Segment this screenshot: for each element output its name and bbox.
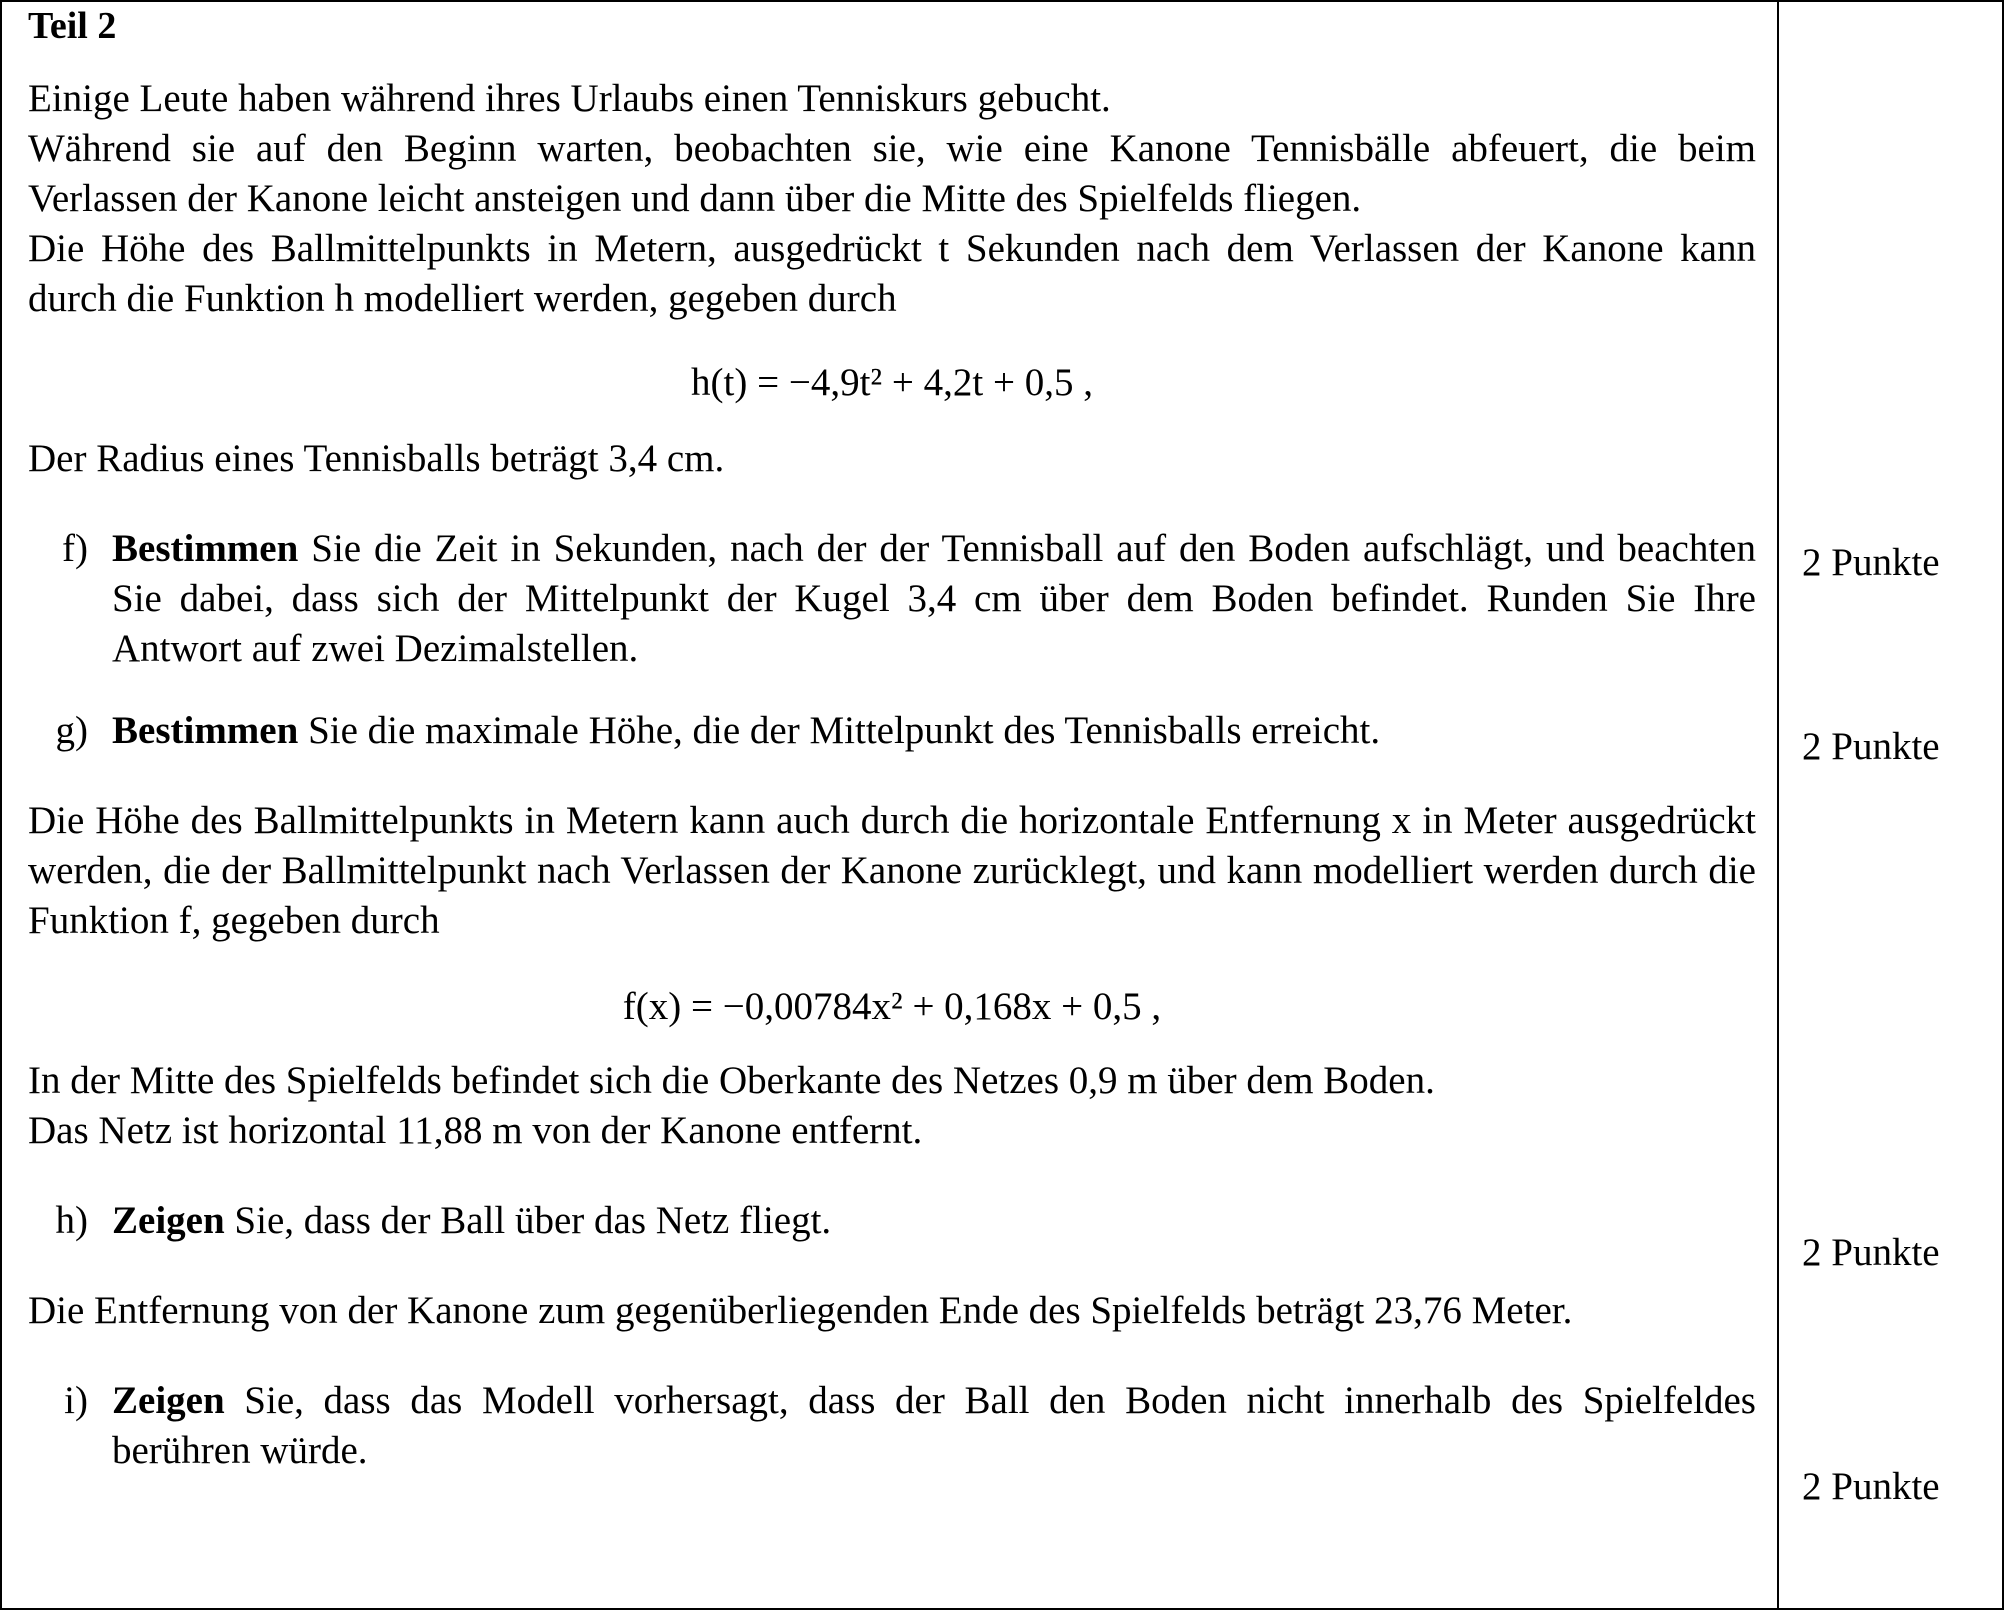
- intro-line-2: Während sie auf den Beginn warten, beobachten sie, wie eine Kanone Tennisbälle abfeuert, die beim Verlassen der Kanone leicht ansteigen und dann über die Mitte des Spielfelds fliegen.: [28, 127, 1756, 220]
- task-h-keyword: Zeigen: [112, 1199, 225, 1242]
- task-i-text: Sie, dass das Modell vorhersagt, dass der Ball den Boden nicht innerhalb des Spielfeldes berühren würde.: [112, 1379, 1756, 1472]
- points-h: 2 Punkte: [1802, 1231, 1940, 1274]
- task-h-label: h): [55, 1199, 88, 1242]
- task-i-keyword: Zeigen: [112, 1379, 225, 1422]
- intro-line-3: Die Höhe des Ballmittelpunkts in Metern, ausgedrückt t Sekunden nach dem Verlassen der Kanone kann durch die Funktion h modelliert werden, gegeben durch: [28, 227, 1756, 320]
- formula-h: h(t) = −4,9t² + 4,2t + 0,5 ,: [691, 361, 1093, 404]
- task-i: [28, 1376, 1756, 1476]
- distance-paragraph: Die Entfernung von der Kanone zum gegenüberliegenden Ende des Spielfelds beträgt 23,76 Meter.: [28, 1289, 1573, 1332]
- task-f-label: f): [62, 527, 88, 570]
- page-title: Teil 2: [28, 5, 117, 47]
- points-g: 2 Punkte: [1802, 725, 1940, 768]
- task-g-label: g): [55, 709, 88, 752]
- intro-paragraph: [28, 74, 1756, 324]
- column-divider: [1777, 2, 1779, 1608]
- net-paragraph: [28, 1056, 1756, 1156]
- middle-paragraph: Die Höhe des Ballmittelpunkts in Metern kann auch durch die horizontale Entfernung x in Meter ausgedrückt werden, die der Ballmittelpunkt nach Verlassen der Kanone zurücklegt, und kann modelliert werden durch die Funktion f, gegeben durch: [28, 799, 1756, 942]
- radius-text: Der Radius eines Tennisballs beträgt 3,4 cm.: [28, 437, 725, 480]
- net-line-2: Das Netz ist horizontal 11,88 m von der Kanone entfernt.: [28, 1109, 923, 1152]
- points-f: 2 Punkte: [1802, 541, 1940, 584]
- formula-f: f(x) = −0,00784x² + 0,168x + 0,5 ,: [622, 985, 1162, 1028]
- task-h-text: Sie, dass der Ball über das Netz fliegt.: [224, 1199, 832, 1242]
- task-f: [28, 524, 1756, 674]
- task-g-keyword: Bestimmen: [112, 709, 299, 752]
- task-g: [28, 706, 1756, 756]
- task-h: [28, 1196, 1756, 1246]
- task-f-keyword: Bestimmen: [112, 527, 299, 570]
- net-line-1: In der Mitte des Spielfelds befindet sich die Oberkante des Netzes 0,9 m über dem Boden.: [28, 1059, 1435, 1102]
- intro-line-1: Einige Leute haben während ihres Urlaubs einen Tenniskurs gebucht.: [28, 77, 1111, 120]
- task-g-text: Sie die maximale Höhe, die der Mittelpunkt des Tennisballs erreicht.: [298, 709, 1381, 752]
- main-column: [28, 2, 1756, 1476]
- task-i-label: i): [64, 1379, 88, 1422]
- task-f-text: Sie die Zeit in Sekunden, nach der der Tennisball auf den Boden aufschlägt, und beachten Sie dabei, dass sich der Mittelpunkt der Kugel 3,4 cm über dem Boden befindet. Runden Sie Ihre Antwort auf zwei Dezimalstellen.: [112, 527, 1756, 670]
- points-i: 2 Punkte: [1802, 1465, 1940, 1508]
